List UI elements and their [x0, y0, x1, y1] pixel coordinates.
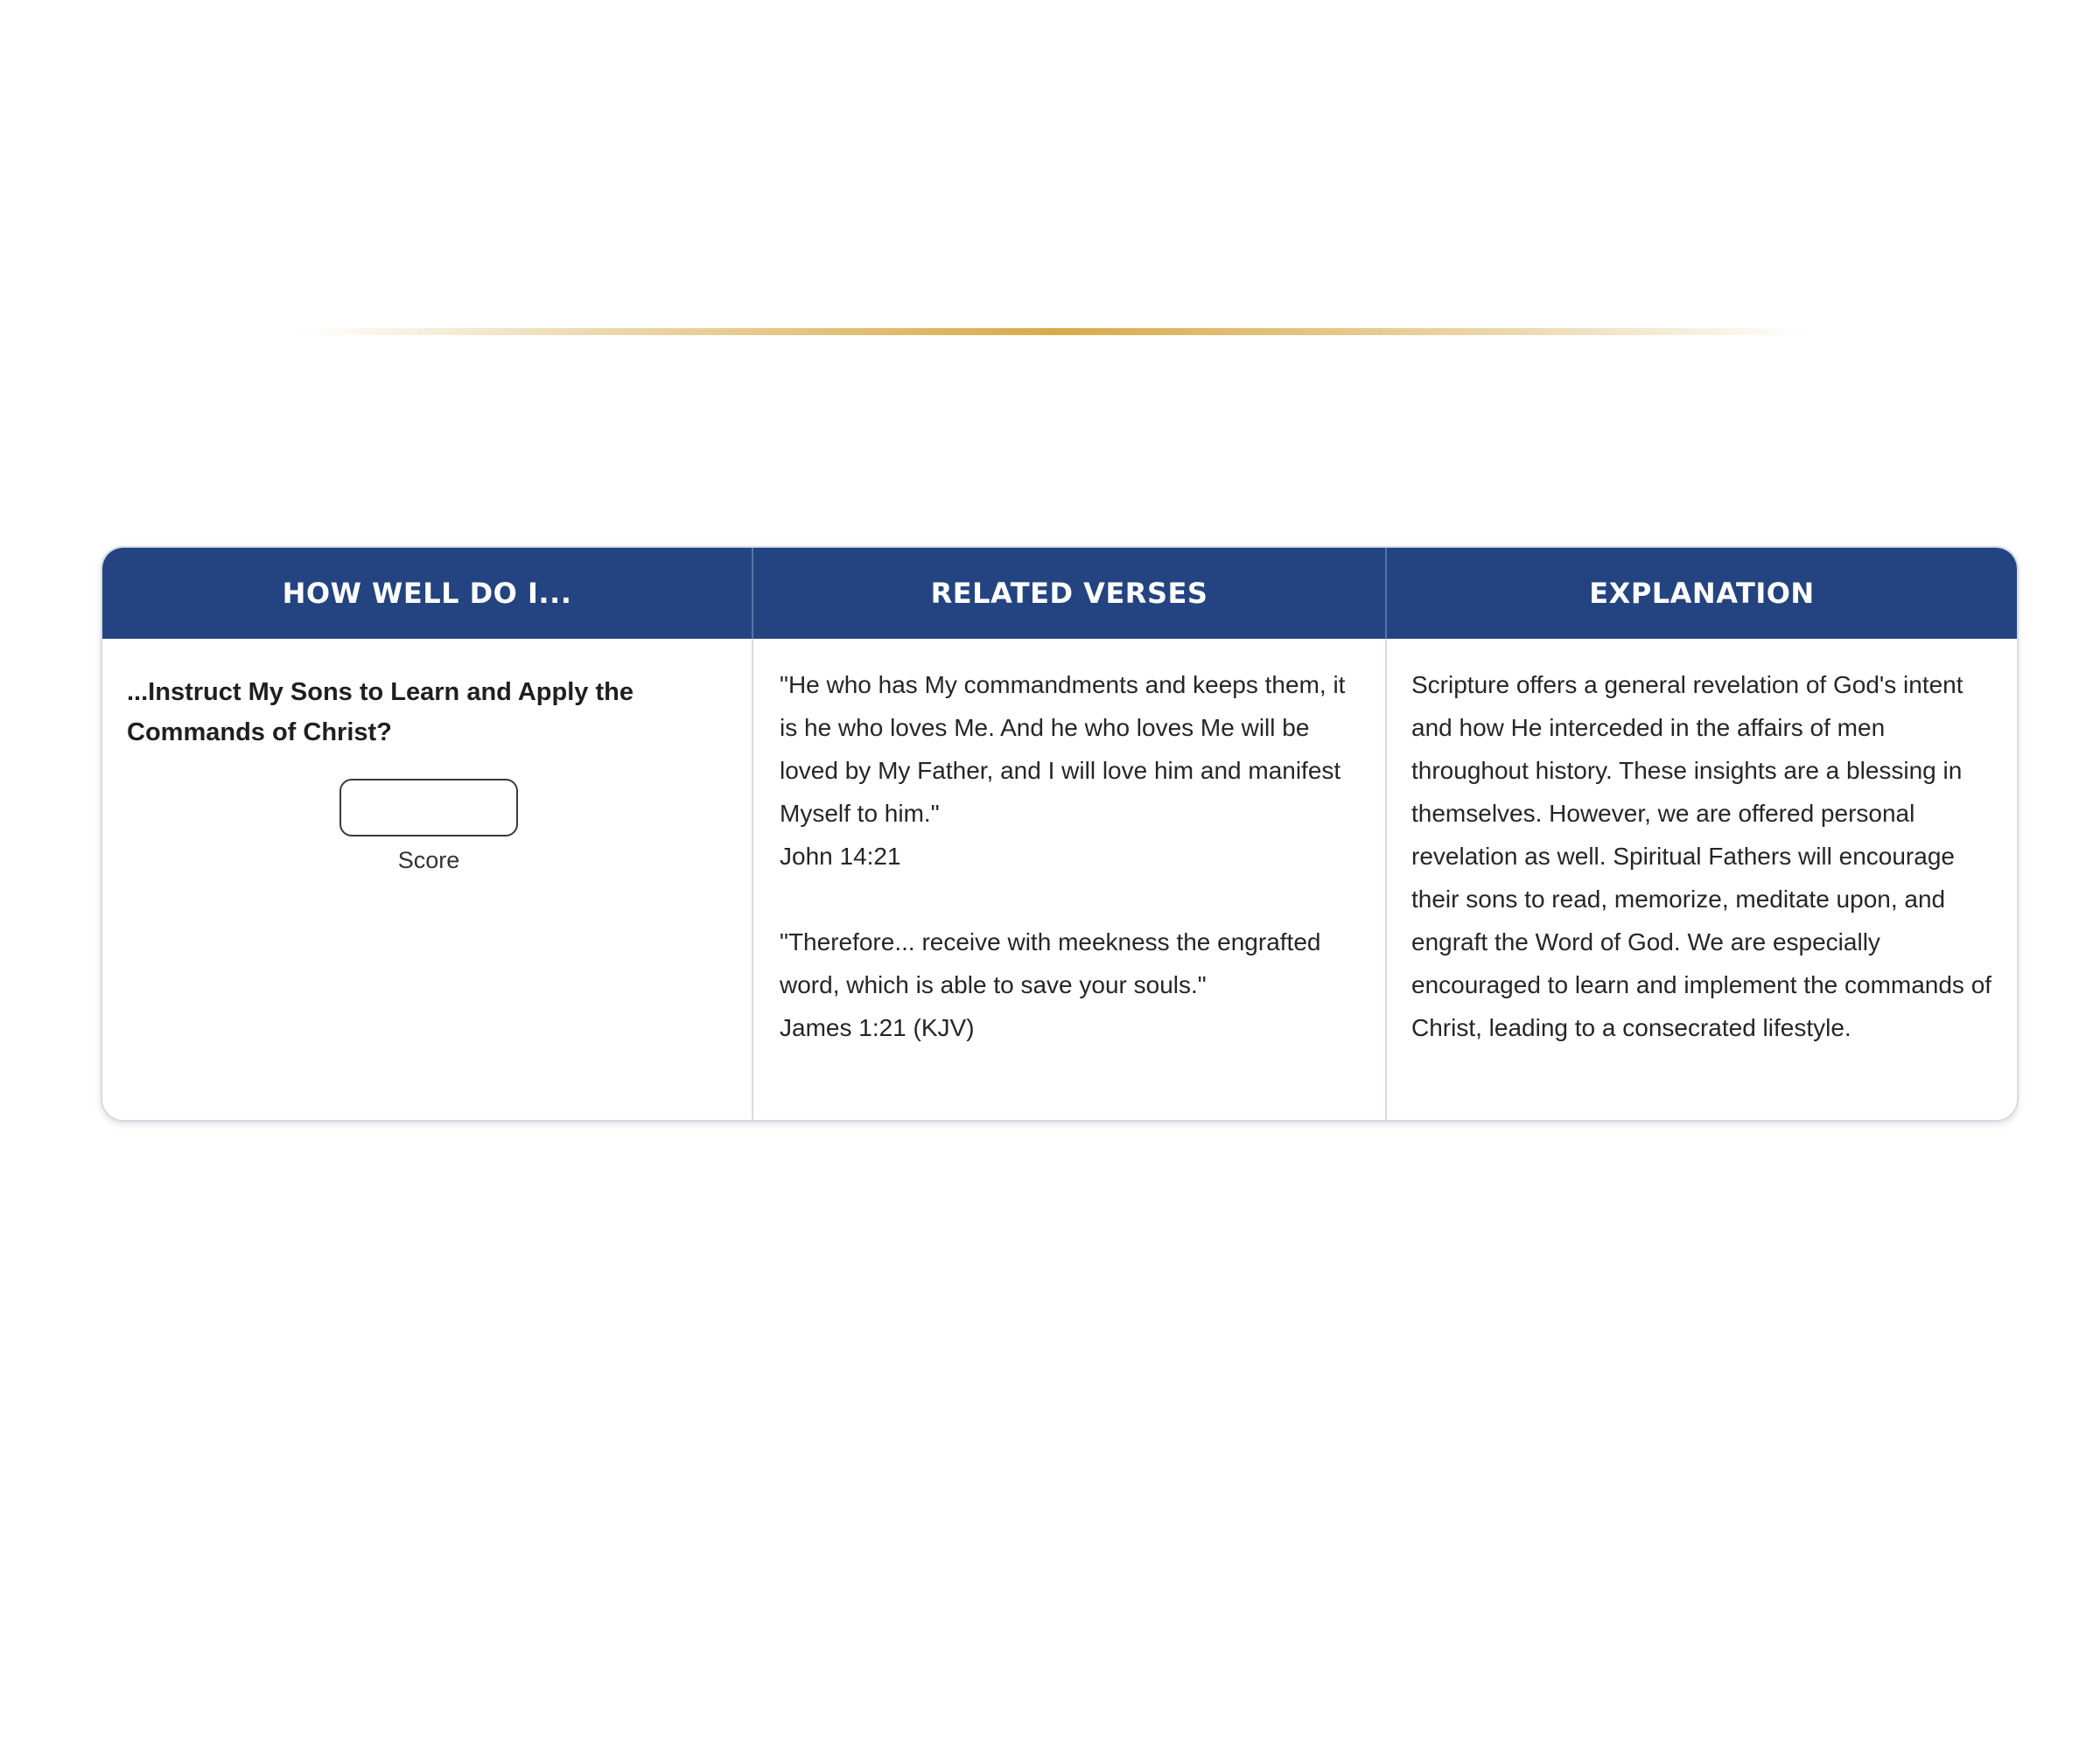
- score-group: [127, 779, 731, 875]
- explanation-text: Scripture offers a general revelation of God's intent and how He interceded in the affairs of men throughout history. These insights are a blessing in themselves. However, we are offered personal revelation as well. Spiritual Fathers will encourage their sons to read, memorize, meditate upon, and engraft the Word of God. We are especially encouraged to learn and implement the commands of Christ, leading to a consecrated lifestyle.: [1411, 671, 1992, 1041]
- verse-text: "Therefore... receive with meekness the engrafted word, which is able to save your souls.": [780, 928, 1321, 998]
- verse-reference: John 14:21: [780, 843, 901, 870]
- table-row: [102, 639, 2017, 1122]
- header-how-well-do-i: HOW WELL DO I...: [282, 577, 572, 610]
- verse-block: [780, 663, 1364, 878]
- explanation-cell: [1385, 639, 2017, 1122]
- header-explanation: EXPLANATION: [1385, 548, 2017, 639]
- header-related-verses: RELATED VERSES: [752, 548, 1385, 639]
- score-input[interactable]: [340, 779, 518, 836]
- score-label: Score: [397, 847, 460, 873]
- table-header-row: [102, 548, 2017, 639]
- question-text: ...Instruct My Sons to Learn and Apply the Commands of Christ?: [127, 678, 634, 746]
- verse-block: [780, 920, 1364, 1049]
- verse-reference: James 1:21 (KJV): [780, 1014, 975, 1041]
- gold-divider: [298, 328, 1811, 335]
- question-cell: [102, 639, 752, 1122]
- verse-text: "He who has My commandments and keeps them, it is he who loves Me. And he who loves Me will be loved by My Father, and I will love him and manifest Myself to him.": [780, 671, 1346, 827]
- verses-cell: [752, 639, 1385, 1122]
- assessment-table: [101, 546, 2019, 1122]
